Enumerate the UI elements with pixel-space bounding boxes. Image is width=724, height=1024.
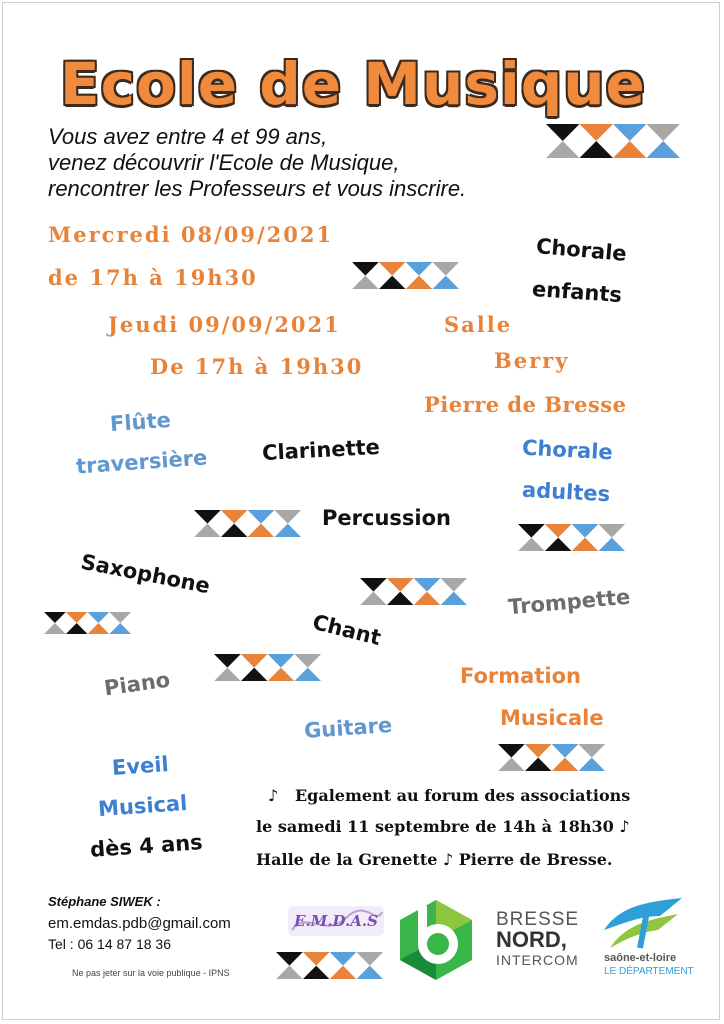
- saone-et-loire-logo: saône-et-loire LE DÉPARTEMENT: [600, 896, 686, 984]
- flute-label: traversière: [75, 445, 209, 479]
- triangle-ornament-icon: [352, 262, 459, 289]
- formation-musicale-label: Formation: [460, 664, 581, 688]
- emdas-logo: [286, 900, 386, 944]
- clarinette-label: Clarinette: [261, 434, 381, 466]
- date-day1: Mercredi 08/09/2021: [48, 222, 334, 247]
- intro-line: rencontrer les Professeurs et vous inscrire.: [48, 176, 467, 201]
- chorale-enfants-label: Chorale: [535, 234, 628, 266]
- music-note-icon: ♪: [268, 786, 279, 805]
- trompette-label: Trompette: [507, 584, 632, 620]
- triangle-ornament-icon: [360, 578, 467, 605]
- poster-title: Ecole de Musique: [60, 50, 646, 118]
- contact-phone: Tel : 06 14 87 18 36: [48, 936, 171, 952]
- bresse-nord-symbol: [392, 896, 480, 984]
- intro-text: [48, 124, 466, 202]
- chant-label: Chant: [310, 609, 384, 651]
- forum-line-1: ♪ Egalement au forum des associations: [268, 786, 631, 805]
- venue-line: Salle: [444, 312, 513, 337]
- eveil-musical-label: Eveil: [111, 752, 170, 780]
- ipns-note: Ne pas jeter sur la voie publique - IPNS: [72, 968, 230, 978]
- triangle-ornament-icon: [44, 612, 131, 634]
- venue-line: Pierre de Bresse: [424, 392, 627, 417]
- chorale-enfants-label: enfants: [531, 276, 623, 308]
- bresse-nord-logo: BRESSE NORD, INTERCOM: [496, 909, 580, 968]
- date-time2: De 17h à 19h30: [150, 354, 364, 379]
- music-note-icon: ♪: [619, 817, 630, 836]
- guitare-label: Guitare: [303, 712, 393, 744]
- intro-line: Vous avez entre 4 et 99 ans,: [48, 124, 328, 149]
- chorale-adultes-label: Chorale: [521, 435, 614, 465]
- eveil-age-label: dès 4 ans: [89, 830, 204, 862]
- chorale-adultes-label: adultes: [521, 477, 611, 507]
- svg-text:E.M.D.A.S: E.M.D.A.S: [294, 912, 378, 930]
- forum-line-3: Halle de la Grenette ♪ Pierre de Bresse.: [256, 850, 613, 869]
- contact-name: Stéphane SIWEK :: [48, 894, 161, 909]
- venue-line: Berry: [494, 348, 570, 373]
- triangle-ornament-icon: [276, 952, 383, 979]
- date-day2: Jeudi 09/09/2021: [108, 312, 341, 337]
- percussion-label: Percussion: [322, 506, 451, 530]
- piano-label: Piano: [102, 667, 172, 701]
- date-time1: de 17h à 19h30: [48, 265, 258, 290]
- forum-line-2: le samedi 11 septembre de 14h à 18h30 ♪: [256, 817, 630, 836]
- eveil-musical-label: Musical: [97, 790, 189, 822]
- triangle-ornament-icon: [498, 744, 605, 771]
- triangle-ornament-icon: [518, 524, 625, 551]
- formation-musicale-label: Musicale: [500, 706, 604, 730]
- saxophone-label: Saxophone: [78, 549, 212, 599]
- intro-line: venez découvrir l'Ecole de Musique,: [48, 150, 400, 175]
- triangle-ornament-icon: [546, 124, 680, 158]
- triangle-ornament-icon: [194, 510, 301, 537]
- music-note-icon: ♪: [442, 850, 454, 869]
- flute-label: Flûte: [109, 407, 172, 437]
- contact-email: em.emdas.pdb@gmail.com: [48, 915, 231, 932]
- triangle-ornament-icon: [214, 654, 321, 681]
